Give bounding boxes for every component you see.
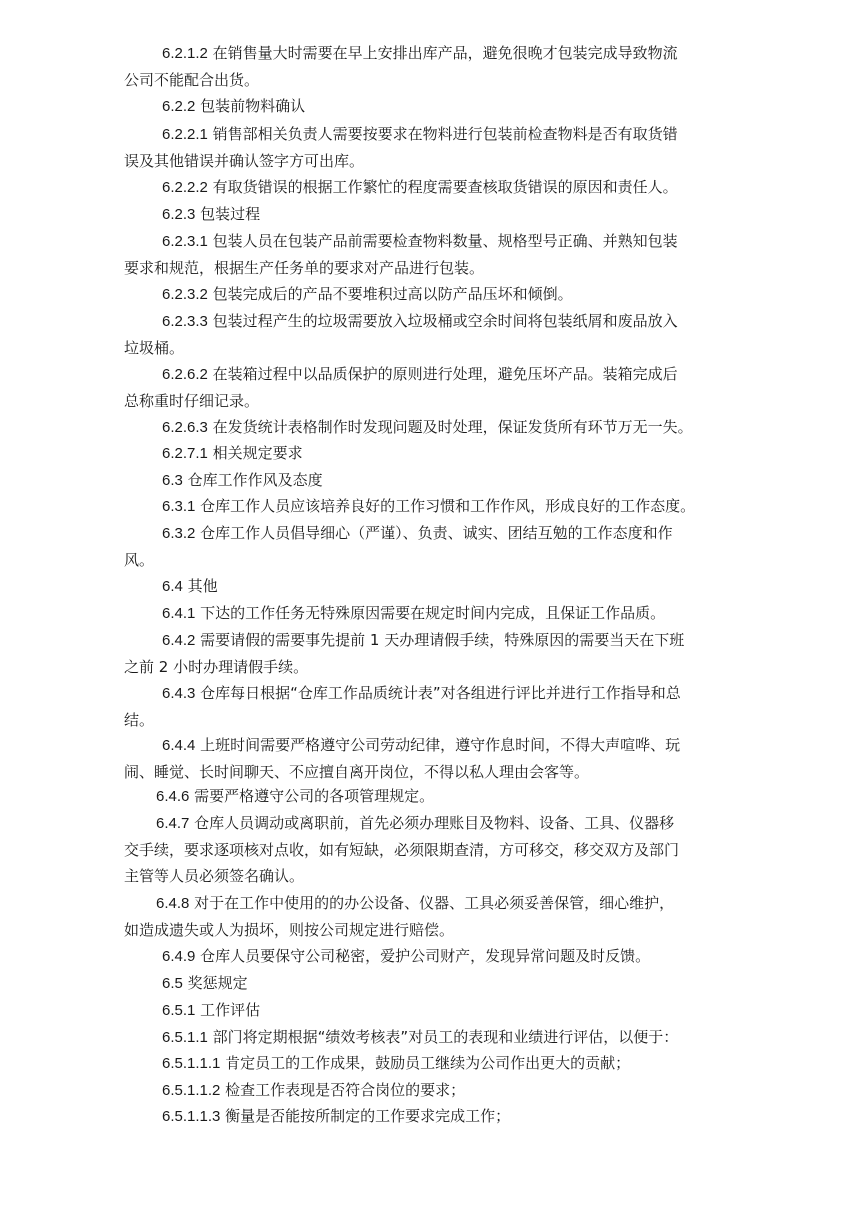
paragraph-continuation-line bbox=[124, 917, 752, 944]
paragraph-first-line bbox=[124, 970, 752, 997]
paragraph-6-2-2-2 bbox=[124, 174, 752, 201]
paragraph-continuation-line bbox=[124, 148, 752, 175]
paragraph-6-5 bbox=[124, 970, 752, 997]
paragraph-first-line bbox=[124, 810, 752, 837]
paragraph-text: 垃圾桶。 bbox=[124, 338, 185, 357]
paragraph-continuation-line bbox=[124, 67, 752, 94]
paragraph-first-line bbox=[124, 1077, 752, 1104]
paragraph-6-2-3-2 bbox=[124, 281, 752, 308]
paragraph-first-line bbox=[124, 228, 752, 255]
section-number: 6.4.6 bbox=[156, 788, 190, 805]
paragraph-6-4-2 bbox=[124, 627, 752, 680]
paragraph-text: 交手续，要求逐项核对点收，如有短缺，必须限期查清，方可移交，移交双方及部门 bbox=[124, 840, 680, 859]
paragraph-text: 仓库人员调动或离职前，首先必须办理账目及物料、设备、工具、仪器移 bbox=[194, 814, 675, 832]
paragraph-first-line bbox=[124, 997, 752, 1024]
section-number: 6.4.8 bbox=[156, 895, 190, 912]
paragraph-text: 误及其他错误并确认签字方可出库。 bbox=[124, 151, 365, 170]
paragraph-6-5-1-1-2 bbox=[124, 1077, 752, 1104]
paragraph-first-line bbox=[124, 467, 752, 494]
section-number: 6.4.1 bbox=[162, 605, 196, 622]
section-number: 6.3 bbox=[162, 472, 183, 489]
section-number: 6.5 bbox=[162, 975, 183, 992]
paragraph-first-line bbox=[124, 627, 752, 654]
paragraph-6-4-9 bbox=[124, 943, 752, 970]
paragraph-6-4-6 bbox=[124, 783, 752, 810]
paragraph-text: 有取货错误的根据工作繁忙的程度需要查核取货错误的原因和责任人。 bbox=[212, 178, 678, 196]
paragraph-first-line bbox=[124, 783, 752, 810]
section-number: 6.4.4 bbox=[162, 737, 196, 754]
paragraph-text: 肯定员工的工作成果，鼓励员工继续为公司作出更大的贡献； bbox=[225, 1054, 631, 1072]
paragraph-first-line bbox=[124, 174, 752, 201]
paragraph-continuation-line bbox=[124, 388, 752, 415]
paragraph-6-2-6-3 bbox=[124, 414, 752, 441]
section-number: 6.2.3.3 bbox=[162, 313, 208, 330]
section-number: 6.5.1.1.1 bbox=[162, 1055, 221, 1072]
paragraph-text: 仓库每日根据“仓库工作品质统计表”对各组进行评比并进行工作指导和总 bbox=[200, 684, 681, 702]
paragraph-6-2-3-3 bbox=[124, 308, 752, 361]
paragraph-continuation-line bbox=[124, 335, 752, 362]
paragraph-text: 部门将定期根据“绩效考核表”对员工的表现和业绩进行评估，以便于： bbox=[212, 1028, 679, 1046]
paragraph-6-4 bbox=[124, 573, 752, 600]
section-number: 6.5.1.1 bbox=[162, 1029, 208, 1046]
paragraph-first-line bbox=[124, 1024, 752, 1051]
paragraph-6-4-8 bbox=[124, 890, 752, 943]
paragraph-6-4-1 bbox=[124, 600, 752, 627]
section-number: 6.2.3 bbox=[162, 206, 196, 223]
paragraph-text: 包装完成后的产品不要堆积过高以防产品压坏和倾倒。 bbox=[212, 285, 573, 303]
paragraph-first-line bbox=[124, 414, 752, 441]
paragraph-text: 仓库工作作风及态度 bbox=[187, 471, 323, 489]
paragraph-6-3-2 bbox=[124, 520, 752, 573]
paragraph-first-line bbox=[124, 732, 752, 759]
paragraph-continuation-line bbox=[124, 707, 752, 734]
paragraph-first-line bbox=[124, 201, 752, 228]
section-number: 6.4.2 bbox=[162, 632, 196, 649]
paragraph-6-2-3-1 bbox=[124, 228, 752, 281]
paragraph-text: 衡量是否能按所制定的工作要求完成工作； bbox=[225, 1107, 511, 1125]
section-number: 6.4.3 bbox=[162, 685, 196, 702]
paragraph-text: 仓库人员要保守公司秘密，爱护公司财产，发现异常问题及时反馈。 bbox=[200, 947, 651, 965]
paragraph-first-line bbox=[124, 93, 752, 120]
paragraph-6-2-7-1 bbox=[124, 440, 752, 467]
paragraph-text: 包装过程 bbox=[200, 205, 261, 223]
paragraph-continuation-line bbox=[124, 654, 752, 681]
paragraph-6-4-7 bbox=[124, 810, 752, 890]
paragraph-first-line bbox=[124, 281, 752, 308]
paragraph-text: 在销售量大时需要在早上安排出库产品，避免很晚才包装完成导致物流 bbox=[212, 44, 678, 62]
paragraph-text: 上班时间需要严格遵守公司劳动纪律，遵守作息时间，不得大声喧哗、玩 bbox=[200, 736, 681, 754]
section-number: 6.5.1 bbox=[162, 1002, 196, 1019]
paragraph-text: 风。 bbox=[124, 550, 155, 569]
section-number: 6.2.2.1 bbox=[162, 126, 208, 143]
section-number: 6.2.7.1 bbox=[162, 445, 208, 462]
section-number: 6.3.1 bbox=[162, 498, 196, 515]
section-number: 6.2.3.1 bbox=[162, 233, 208, 250]
paragraph-continuation-line bbox=[124, 863, 752, 890]
section-number: 6.3.2 bbox=[162, 525, 196, 542]
paragraph-first-line bbox=[124, 440, 752, 467]
paragraph-continuation-line bbox=[124, 255, 752, 282]
paragraph-text: 下达的工作任务无特殊原因需要在规定时间内完成，且保证工作品质。 bbox=[200, 604, 666, 622]
section-number: 6.5.1.1.3 bbox=[162, 1108, 221, 1125]
paragraph-first-line bbox=[124, 520, 752, 547]
paragraph-text: 包装前物料确认 bbox=[200, 97, 306, 115]
paragraph-text: 包装人员在包装产品前需要检查物料数量、规格型号正确、并熟知包装 bbox=[212, 232, 678, 250]
paragraph-6-2-6-2 bbox=[124, 361, 752, 414]
paragraph-text: 如造成遗失或人为损坏，则按公司规定进行赔偿。 bbox=[124, 920, 455, 939]
paragraph-text: 需要严格遵守公司的各项管理规定。 bbox=[194, 787, 435, 805]
paragraph-first-line bbox=[124, 890, 752, 917]
paragraph-text: 工作评估 bbox=[200, 1001, 261, 1019]
paragraph-text: 包装过程产生的垃圾需要放入垃圾桶或空余时间将包装纸屑和废品放入 bbox=[212, 312, 678, 330]
paragraph-first-line bbox=[124, 361, 752, 388]
paragraph-text: 之前 2 小时办理请假手续。 bbox=[124, 657, 309, 676]
section-number: 6.2.2.2 bbox=[162, 179, 208, 196]
paragraph-continuation-line bbox=[124, 547, 752, 574]
paragraph-6-5-1-1-3 bbox=[124, 1103, 752, 1130]
paragraph-6-3-1 bbox=[124, 493, 752, 520]
section-number: 6.4.9 bbox=[162, 948, 196, 965]
paragraph-text: 仓库工作人员应该培养良好的工作习惯和工作作风，形成良好的工作态度。 bbox=[200, 497, 696, 515]
paragraph-text: 结。 bbox=[124, 710, 155, 729]
paragraph-6-2-1-2 bbox=[124, 40, 752, 93]
paragraph-text: 公司不能配合出货。 bbox=[124, 70, 260, 89]
section-number: 6.2.1.2 bbox=[162, 45, 208, 62]
paragraph-first-line bbox=[124, 1050, 752, 1077]
paragraph-first-line bbox=[124, 121, 752, 148]
section-number: 6.5.1.1.2 bbox=[162, 1082, 221, 1099]
paragraph-first-line bbox=[124, 308, 752, 335]
paragraph-first-line bbox=[124, 600, 752, 627]
section-number: 6.2.2 bbox=[162, 98, 196, 115]
section-number: 6.4 bbox=[162, 578, 183, 595]
paragraph-continuation-line bbox=[124, 759, 752, 786]
paragraph-first-line bbox=[124, 943, 752, 970]
paragraph-first-line bbox=[124, 680, 752, 707]
paragraph-first-line bbox=[124, 493, 752, 520]
paragraph-text: 销售部相关负责人需要按要求在物料进行包装前检查物料是否有取货错 bbox=[212, 125, 678, 143]
section-number: 6.2.3.2 bbox=[162, 286, 208, 303]
paragraph-6-2-3 bbox=[124, 201, 752, 228]
paragraph-continuation-line bbox=[124, 837, 752, 864]
paragraph-6-2-2 bbox=[124, 93, 752, 120]
paragraph-text: 其他 bbox=[187, 577, 218, 595]
paragraph-6-5-1 bbox=[124, 997, 752, 1024]
paragraph-text: 检查工作表现是否符合岗位的要求； bbox=[225, 1081, 466, 1099]
paragraph-6-5-1-1-1 bbox=[124, 1050, 752, 1077]
paragraph-text: 仓库工作人员倡导细心（严谨）、负责、诚实、团结互勉的工作态度和作 bbox=[200, 524, 673, 542]
paragraph-first-line bbox=[124, 1103, 752, 1130]
paragraph-6-5-1-1 bbox=[124, 1024, 752, 1051]
paragraph-text: 闹、睡觉、长时间聊天、不应擅自离开岗位，不得以私人理由会客等。 bbox=[124, 762, 590, 781]
paragraph-text: 需要请假的需要事先提前 1 天办理请假手续，特殊原因的需要当天在下班 bbox=[200, 631, 685, 649]
section-number: 6.4.7 bbox=[156, 815, 190, 832]
paragraph-text: 在装箱过程中以品质保护的原则进行处理，避免压坏产品。装箱完成后 bbox=[212, 365, 678, 383]
paragraph-6-4-3 bbox=[124, 680, 752, 733]
paragraph-6-2-2-1 bbox=[124, 121, 752, 174]
paragraph-text: 总称重时仔细记录。 bbox=[124, 391, 260, 410]
paragraph-text: 要求和规范，根据生产任务单的要求对产品进行包装。 bbox=[124, 258, 485, 277]
paragraph-text: 对于在工作中使用的的办公设备、仪器、工具必须妥善保管，细心维护， bbox=[194, 894, 675, 912]
section-number: 6.2.6.2 bbox=[162, 366, 208, 383]
paragraph-first-line bbox=[124, 573, 752, 600]
paragraph-text: 主管等人员必须签名确认。 bbox=[124, 867, 305, 885]
paragraph-first-line bbox=[124, 40, 752, 67]
section-number: 6.2.6.3 bbox=[162, 419, 208, 436]
paragraph-6-3 bbox=[124, 467, 752, 494]
paragraph-6-4-4 bbox=[124, 732, 752, 785]
paragraph-text: 相关规定要求 bbox=[212, 444, 303, 462]
paragraph-text: 在发货统计表格制作时发现问题及时处理，保证发货所有环节万无一失。 bbox=[212, 418, 693, 436]
paragraph-text: 奖惩规定 bbox=[187, 974, 248, 992]
